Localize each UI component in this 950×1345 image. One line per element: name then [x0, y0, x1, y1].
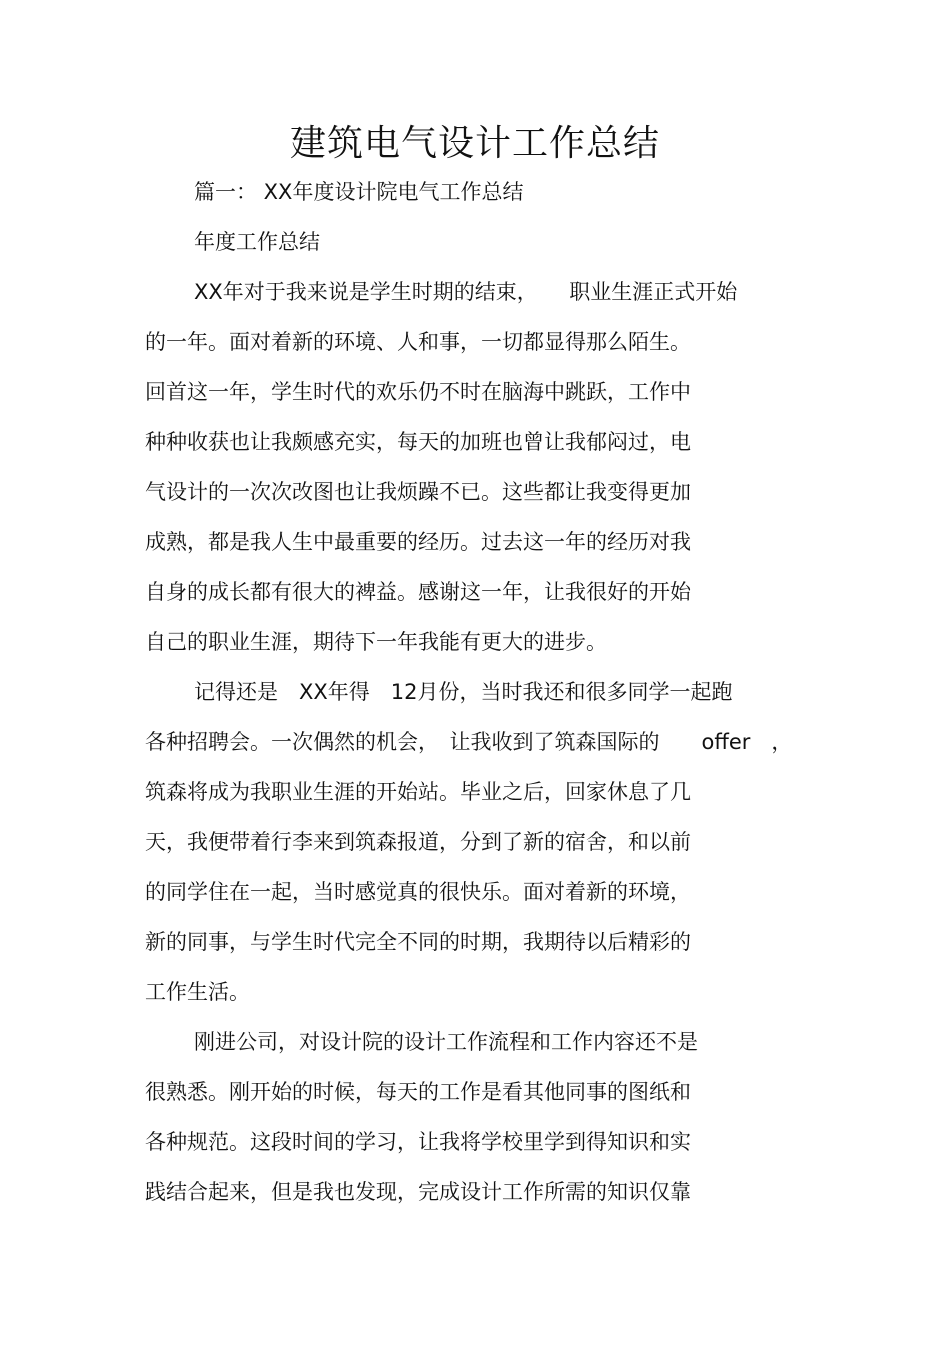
- paragraph-line: 践结合起来，但是我也发现，完成设计工作所需的知识仅靠: [145, 1180, 691, 1204]
- paragraph-line: 的一年。面对着新的环境、人和事，一切都显得那么陌生。: [145, 330, 691, 354]
- document-title: 建筑电气设计工作总结: [289, 123, 660, 164]
- paragraph-line: 很熟悉。刚开始的时候，每天的工作是看其他同事的图纸和: [145, 1080, 691, 1104]
- paragraph-line: 的同学住在一起，当时感觉真的很快乐。面对着新的环境，: [145, 880, 691, 904]
- paragraph-line: 气设计的一次次改图也让我烦躁不已。这些都让我变得更加: [145, 480, 691, 504]
- paragraph-line: 筑森将成为我职业生涯的开始站。毕业之后，回家休息了几: [145, 780, 691, 804]
- paragraph-line: 工作生活。: [145, 980, 250, 1004]
- paragraph-line: XX年对于我来说是学生时期的结束， 职业生涯正式开始: [194, 280, 738, 304]
- paragraph-line: 自己的职业生涯，期待下一年我能有更大的进步。: [145, 630, 607, 654]
- paragraph-line: 刚进公司，对设计院的设计工作流程和工作内容还不是: [194, 1030, 698, 1054]
- paragraph-line: 回首这一年，学生时代的欢乐仍不时在脑海中跳跃，工作中: [145, 380, 691, 404]
- paragraph-line: 种种收获也让我颇感充实，每天的加班也曾让我郁闷过，电: [145, 430, 691, 454]
- subheading: 年度工作总结: [194, 230, 320, 254]
- paragraph-line: 各种规范。这段时间的学习，让我将学校里学到得知识和实: [145, 1130, 691, 1154]
- paragraph-line: 新的同事，与学生时代完全不同的时期，我期待以后精彩的: [145, 930, 691, 954]
- paragraph-line: 自身的成长都有很大的裨益。感谢这一年，让我很好的开始: [145, 580, 691, 604]
- paragraph-line: 各种招聘会。一次偶然的机会， 让我收到了筑森国际的 offer ，: [145, 730, 793, 754]
- paragraph-line: 天，我便带着行李来到筑森报道，分到了新的宿舍，和以前: [145, 830, 691, 854]
- paragraph-line: 成熟，都是我人生中最重要的经历。过去这一年的经历对我: [145, 530, 691, 554]
- paragraph-line: 记得还是 XX年得 12月份，当时我还和很多同学一起跑: [194, 680, 733, 704]
- section-heading: 篇一： XX年度设计院电气工作总结: [194, 180, 524, 204]
